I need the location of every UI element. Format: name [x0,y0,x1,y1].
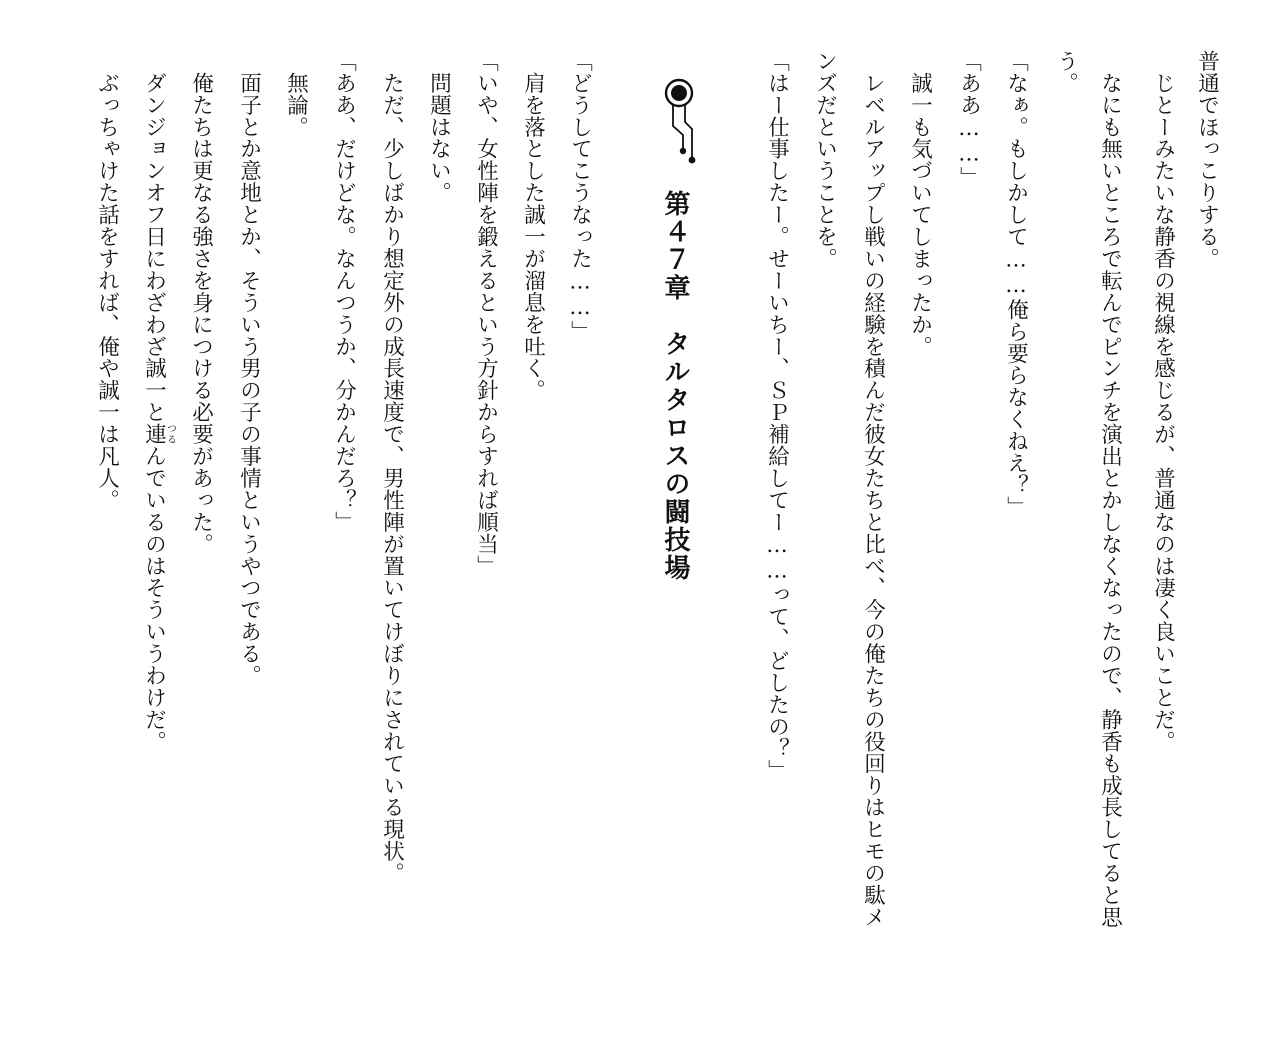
dialogue-line: 「いや、女性陣を鍛えるという方針からすれば順当」 [473,50,499,577]
text-line: じとーみたいな静香の視線を感じるが、普通なのは凄く良いことだ。 [1150,50,1176,753]
text-line: う。 [1053,50,1079,94]
ruby-base: 連 [141,423,167,446]
text-line: 普通でほっこりする。 [1194,50,1220,270]
chapter-ornament-icon [664,78,698,166]
text-segment: んでいるのはそういうわけだ。 [141,445,167,753]
chapter-title: 第４７章 タルタロスの闘技場 [660,190,690,582]
dialogue-line: 「はー仕事したー。せーいちー、ＳＰ補給してー……って、どしたの？」 [764,50,790,782]
text-line: 問題はない。 [426,50,452,204]
text-line: ンズだということを。 [812,50,838,270]
text-line: 誠一も気づいてしまったか。 [907,50,933,358]
text-line: レベルアップし戦いの経験を積んだ彼女たちと比べ、今の俺たちの役回りはヒモの駄メ [860,50,886,928]
dialogue-line: 「なぁ。もしかして……俺ら要らなくねえ？」 [1003,50,1029,518]
text-line: 面子とか意地とか、そういう男の子の事情というやつである。 [236,50,262,687]
text-line: ぶっちゃけた話をすれば、俺や誠一は凡人。 [94,50,120,511]
ruby-reading: つる [164,423,176,446]
dialogue-line: 「どうしてこうなった……」 [567,50,593,343]
text-segment: ダンジョンオフ日にわざわざ誠一と [141,50,167,424]
text-line [143,50,175,752]
dialogue-line: 「ああ……」 [956,50,982,189]
dialogue-line: 「ああ、だけどな。なんつうか、分かんだろ？」 [331,50,357,533]
text-line: なにも無いところで転んでピンチを演出とかしなくなったので、静香も成長してると思 [1097,50,1123,928]
text-line: 俺たちは更なる強さを身につける必要があった。 [188,50,214,555]
text-line: 無論。 [283,50,309,138]
text-line: ただ、少しばかり想定外の成長速度で、男性陣が置いてけぼりにされている現状。 [379,50,405,885]
text-line: 肩を落とした誠一が溜息を吐く。 [520,50,546,402]
ruby-word [141,423,176,446]
